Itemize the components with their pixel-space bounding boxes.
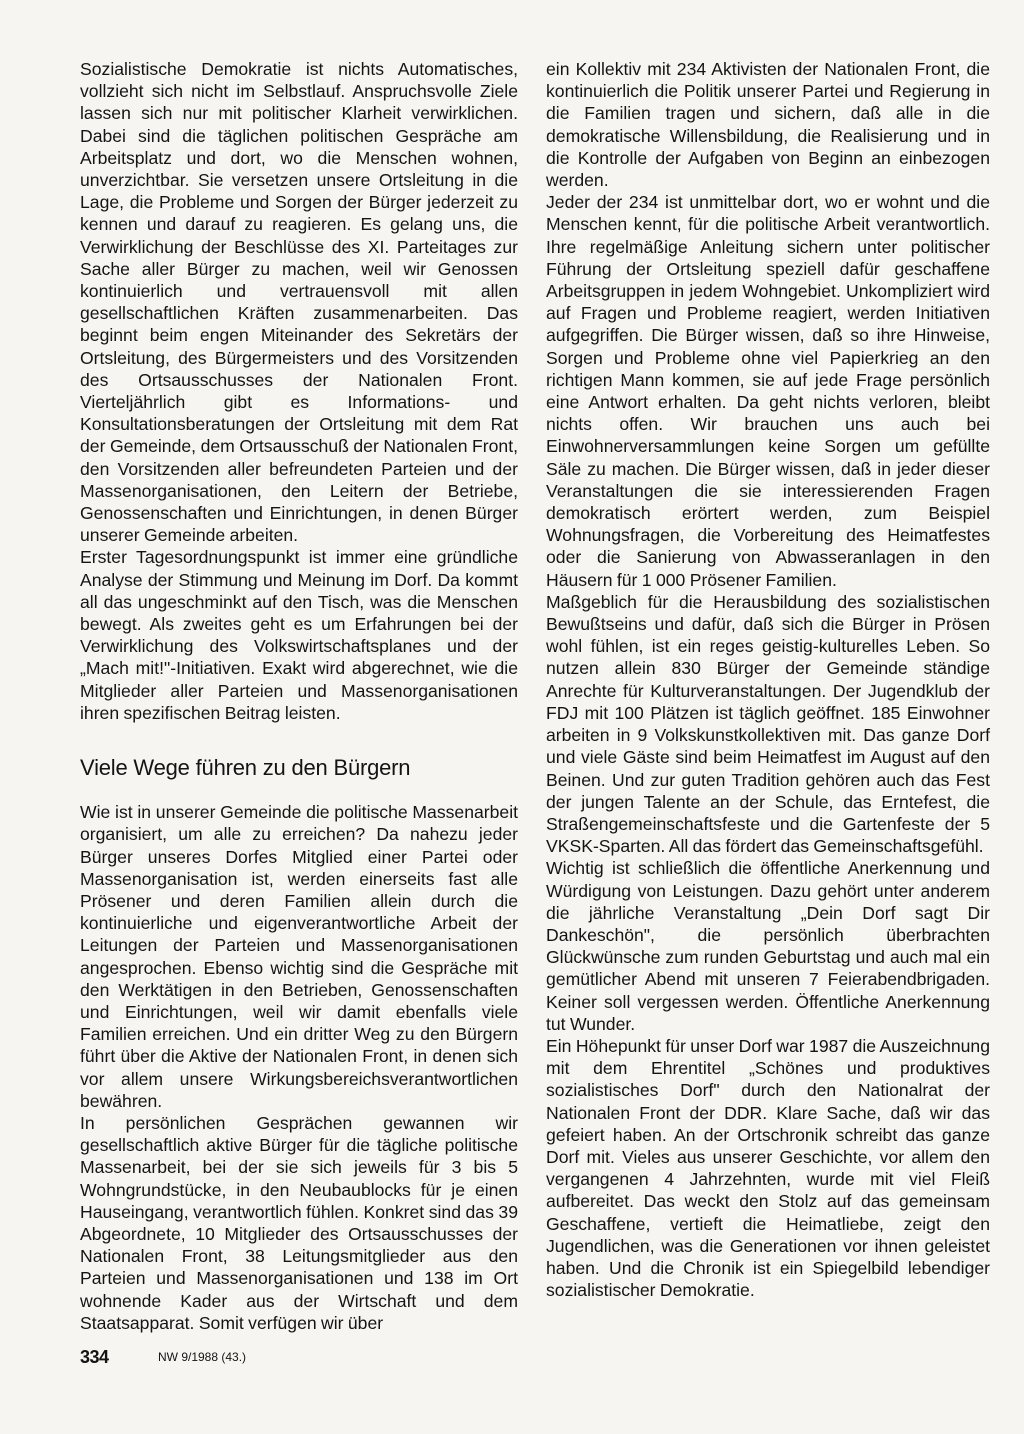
paragraph: Erster Tagesordnungspunkt ist immer eine gründliche Analyse der Stimmung und Meinung im Dorf. Da kommt all das ungeschminkt auf den Tisch, was die Menschen bewegt. Als zweites geht es um Erfahrungen bei der Verwirklichung des Volkswirtschaftsplanes und der „Mach mit!"-Initiativen. Exakt wird abgerechnet, wie die Mitglieder aller Parteien und Massenorganisationen ihren spezifischen Beitrag leisten. bbox=[80, 547, 518, 723]
paragraph: Maßgeblich für die Herausbildung des sozialistischen Bewußtseins und dafür, daß sich die Bürger in Prösen wohl fühlen, ist ein reges geistig-kulturelles Leben. So nutzen allein 830 Bürger der Gemeinde ständige Anrechte für Kulturveranstaltungen. Der Jugendklub der FDJ mit 100 Plätzen ist täglich geöffnet. 185 Einwohner arbeiten in 9 Volkskunstkollektiven mit. Das ganze Dorf und viele Gäste sind beim Heimatfest im August auf den Beinen. Und zur guten Tradition gehören auch das Fest der jungen Talente an der Schule, das Erntefest, die Straßengemeinschaftsfeste und die Gartenfeste der 5 VKSK-Sparten. All das fördert das Gemeinschaftsgefühl. bbox=[546, 591, 990, 857]
page-footer bbox=[80, 1347, 247, 1367]
paragraph: Ein Höhepunkt für unser Dorf war 1987 die Auszeichnung mit dem Ehrentitel „Schönes und produktives sozialistisches Dorf" durch den Nationalrat der Nationalen Front der DDR. Klare Sache, daß wir das gefeiert haben. An der Ortschronik schreibt das ganze Dorf mit. Vieles aus unserer Geschichte, vor allem den vergangenen 4 Jahrzehnten, wurde mit viel Fleiß aufbereitet. Das weckt den Stolz auf das gemeinsam Geschaffene, vertieft die Heimatliebe, zeigt den Jugendlichen, was die Generationen vor ihnen geleistet haben. Und die Chronik ist ein Spiegelbild lebendiger sozialistischer Demokratie. bbox=[546, 1035, 990, 1301]
paragraph: Wie ist in unserer Gemeinde die politische Massenarbeit organisiert, um alle zu erreichen? Da nahezu jeder Bürger unseres Dorfes Mitglied einer Partei oder Massenorganisation ist, werden einerseits fast alle Prösener und deren Familien allein durch die kontinuierliche und eigenverantwortliche Arbeit der Leitungen der Parteien und Massenorganisationen angesprochen. Ebenso wichtig sind die Gespräche mit den Werktätigen in den Betrieben, Genossenschaften und Einrichtungen, weil wir damit ebenfalls viele Familien erreichen. Und ein dritter Weg zu den Bürgern führt über die Aktive der Nationalen Front, in denen sich vor allem unsere Wirkungsbereichsverantwortlichen bewähren. bbox=[80, 802, 518, 1111]
section-heading: Viele Wege führen zu den Bürgern bbox=[80, 755, 411, 781]
paragraph: Sozialistische Demokratie ist nichts Automatisches, vollzieht sich nicht im Selbstlauf. Anspruchsvolle Ziele lassen sich nur mit politischer Klarheit verwirklichen. Dabei sind die täglichen politischen Gespräche am Arbeitsplatz und dort, wo die Menschen wohnen, unverzichtbar. Sie versetzen unsere Ortsleitung in die Lage, die Probleme und Sorgen der Bürger jederzeit zu kennen und darauf zu reagieren. Es gelang uns, die Verwirklichung der Beschlüsse des XI. Parteitages zur Sache aller Bürger zu machen, weil wir Genossen kontinuierlich und vertrauensvoll mit allen gesellschaftlichen Kräften zusammenarbeiten. Das beginnt beim engen Miteinander des Sekretärs der Ortsleitung, des Bürgermeisters und des Vorsitzenden des Ortsausschusses der Nationalen Front. Vierteljährlich gibt es Informations- und Konsultationsberatungen der Ortsleitung mit dem Rat der Gemeinde, dem Ortsausschuß der Nationalen Front, den Vorsitzenden aller befreundeten Parteien und der Massenorganisationen, den Leitern der Betriebe, Genossenschaften und Einrichtungen, in denen Bürger unserer Gemeinde arbeiten. bbox=[80, 59, 518, 546]
page-number: 334 bbox=[80, 1347, 109, 1367]
right-column bbox=[546, 58, 990, 1301]
paragraph: Wichtig ist schließlich die öffentliche Anerkennung und Würdigung von Leistungen. Dazu gehört unter anderem die jährliche Veranstaltung „Dein Dorf sagt Dir Dankeschön", die persönlich überbrachten Glückwünsche zum runden Geburtstag und auch mal ein gemütlicher Abend mit unseren 7 Feierabendbrigaden. Keiner soll vergessen werden. Öffentliche Anerkennung tut Wunder. bbox=[546, 858, 990, 1034]
issue-reference: NW 9/1988 (43.) bbox=[158, 1350, 247, 1364]
paragraph: In persönlichen Gesprächen gewannen wir gesellschaftlich aktive Bürger für die tägliche politische Massenarbeit, bei der sie sich jeweils für 3 bis 5 Wohngrundstücke, in den Neubaublocks für je einen Hauseingang, verantwortlich fühlen. Konkret sind das 39 Abgeordnete, 10 Mitglieder des Ortsausschusses der Nationalen Front, 38 Leitungsmitglieder aus den Parteien und Massenorganisationen und 138 im Ort wohnende Kader aus der Wirtschaft und dem Staatsapparat. Somit verfügen wir über bbox=[80, 1112, 518, 1333]
paragraph: Jeder der 234 ist unmittelbar dort, wo er wohnt und die Menschen kennt, für die politische Arbeit verantwortlich. Ihre regelmäßige Anleitung sichern unter politischer Führung der Ortsleitung speziell dafür geschaffene Arbeitsgruppen in jedem Wohngebiet. Unkompliziert wird auf Fragen und Probleme reagiert, werden Initiativen aufgegriffen. Die Bürger wissen, daß so ihre Hinweise, Sorgen und Probleme ohne viel Papierkrieg an den richtigen Mann kommen, sie auf jede Frage persönlich eine Antwort erhalten. Da geht nichts verloren, bleibt nichts offen. Wir brauchen uns auch bei Einwohnerversammlungen keine Sorgen um gefüllte Säle zu machen. Die Bürger wissen, daß in jeder dieser Veranstaltungen die sie interessierenden Fragen demokratisch erörtert werden, zum Beispiel Wohnungsfragen, die Vorbereitung des Heimatfestes oder die Sanierung von Abwasseranlagen in den Häusern für 1 000 Prösener Familien. bbox=[546, 192, 990, 590]
paragraph: ein Kollektiv mit 234 Aktivisten der Nationalen Front, die kontinuierlich die Politik unserer Partei und Regierung in die Familien tragen und sichern, daß alle in die demokratische Willensbildung, die Realisierung und in die Kontrolle der Aufgaben von Beginn an einbezogen werden. bbox=[546, 59, 990, 191]
left-column bbox=[80, 58, 518, 1334]
